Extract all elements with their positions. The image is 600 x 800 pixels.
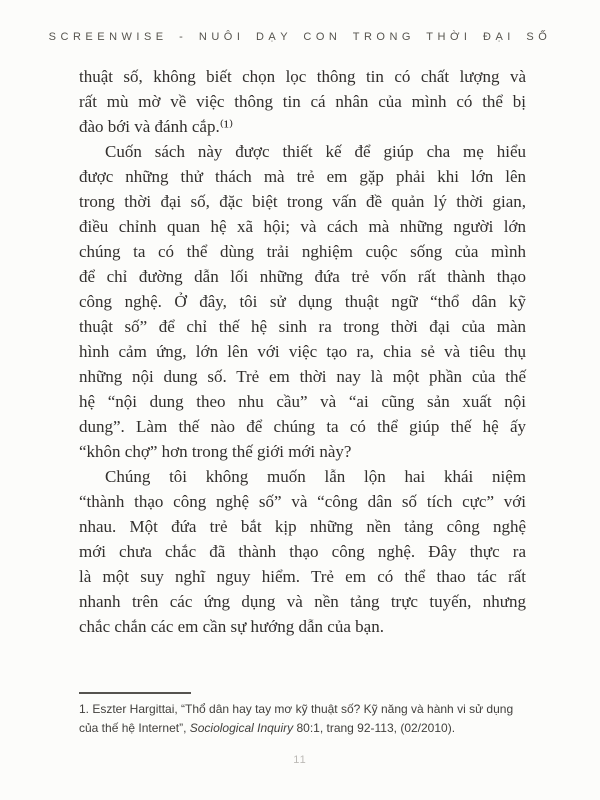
text-line: những nội dung số. Trẻ em thời nay là một phần của thế [79, 367, 526, 386]
text-line: hình cảm ứng, lớn lên với việc tạo ra, chia sẻ và tiêu thụ [79, 342, 526, 361]
text-line: thuật số” để chỉ thế hệ sinh ra trong thời đại của màn [79, 317, 526, 336]
footnote-text: 1. Eszter Hargittai, “Thổ dân hay tay mơ kỹ thuật số? Kỹ năng và hành vi sử dụng [79, 702, 514, 716]
text-line: trong thời đại số, đặc biệt trong vấn đề quản lý thời gian, [79, 192, 526, 211]
footnote-lines [79, 700, 539, 738]
footnote-text: 80:1, trang 92-113, (02/2010). [293, 721, 456, 735]
text-line: đào bới và đánh cắp.⁽¹⁾ [79, 117, 234, 136]
text-line: là một suy nghĩ nguy hiểm. Trẻ em có thể thao tác rất [79, 567, 526, 586]
footnote-line [79, 719, 539, 738]
text-line: Chúng tôi không muốn lẫn lộn hai khái niệm [105, 467, 526, 486]
text-line: “khôn chợ” hơn trong thế giới mới này? [79, 442, 352, 461]
footnote-journal-title: Sociological Inquiry [189, 721, 294, 735]
footnote-line [79, 700, 539, 719]
text-line: nhanh trên các ứng dụng và nền tảng trực tuyến, nhưng [79, 592, 526, 611]
footnote-rule [79, 692, 191, 694]
text-line: mới chưa chắc đã thành thạo công nghệ. Đây thực ra [79, 542, 526, 561]
text-line: nhau. Một đứa trẻ bắt kịp những nền tảng công nghệ [79, 517, 526, 536]
footnote-text: của thế hệ Internet”, [79, 721, 190, 735]
text-line: hệ “nội dung theo nhu cầu” và “ai cũng sản xuất nội [79, 392, 526, 411]
text-line: chắc chắn các em cần sự hướng dẫn của bạn. [79, 617, 384, 636]
text-line: để chỉ đường dẫn lối những đứa trẻ vốn rất thành thạo [79, 267, 526, 286]
page-body-text [79, 64, 526, 639]
text-line: dung”. Làm thế nào để chúng ta có thể giúp thế hệ ấy [79, 417, 526, 436]
text-line: điều chỉnh quan hệ xã hội; và cách mà những người lớn [79, 217, 526, 236]
text-line: rất mù mờ về việc thông tin cá nhân của mình có thể bị [79, 92, 526, 111]
running-header: SCREENWISE - NUÔI DẠY CON TRONG THỜI ĐẠI SỐ [48, 31, 552, 43]
text-line: chúng ta có thể dùng trải nghiệm cuộc sống của mình [79, 242, 526, 261]
page-number: 11 [293, 754, 307, 766]
text-line: thuật số, không biết chọn lọc thông tin có chất lượng và [79, 67, 526, 86]
text-line: được những thử thách mà trẻ em gặp phải khi lớn lên [79, 167, 526, 186]
text-line: Cuốn sách này được thiết kế để giúp cha mẹ hiểu [105, 142, 526, 161]
footnote-block [79, 692, 539, 738]
paragraph [79, 64, 526, 139]
paragraph [79, 139, 526, 464]
text-line: công nghệ. Ở đây, tôi sử dụng thuật ngữ “thổ dân kỹ [79, 292, 526, 311]
text-line: “thành thạo công nghệ số” và “công dân số tích cực” với [79, 492, 526, 511]
paragraph [79, 464, 526, 639]
